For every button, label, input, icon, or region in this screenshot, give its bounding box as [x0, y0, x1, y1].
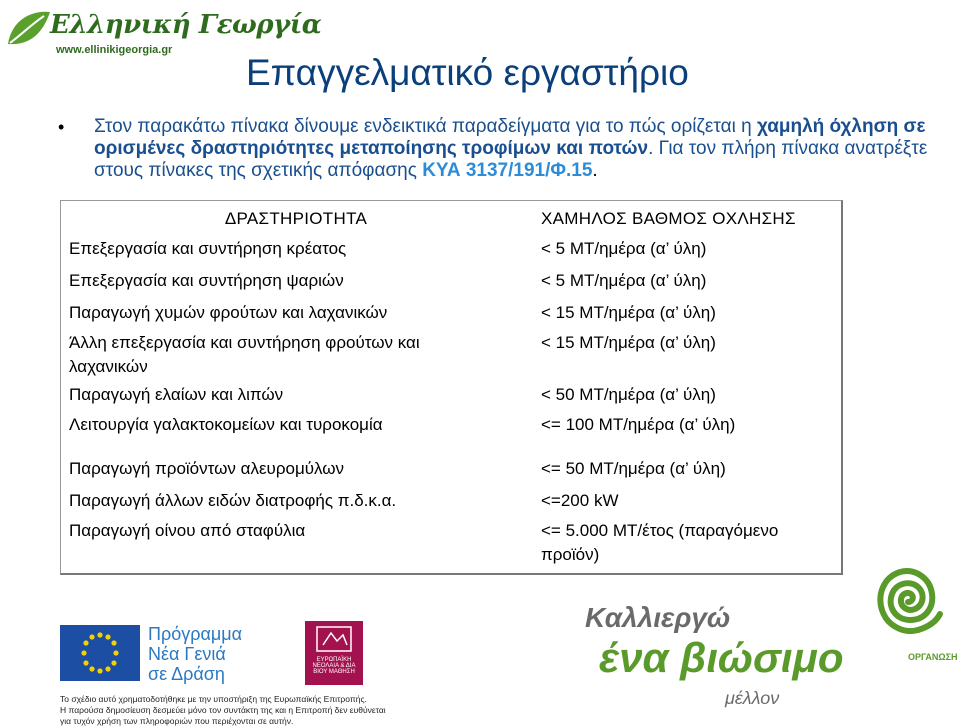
row-level: <= 5.000 ΜΤ/έτος (παραγόμενο προϊόν): [541, 521, 779, 564]
bullet: •: [58, 117, 65, 137]
row-activity: Άλλη επεξεργασία και συντήρηση φρούτων και λαχανικών: [69, 333, 420, 376]
intro-text-2: . Για τον πλήρη πίνακα ανατρέξτε στους πίνακες της σχετικής απόφασης: [94, 138, 928, 181]
intro-bold: χαμηλή όχληση σε ορισμένες δραστηριότητες μεταποίησης τροφίμων και ποτών: [94, 116, 926, 159]
disclaimer-line-3: για τυχόν χρήση των πληροφοριών που περιέχονται σε αυτήν.: [60, 716, 294, 726]
intro-end: .: [592, 160, 598, 181]
row-level: < 5 ΜΤ/ημέρα (α’ ύλη): [541, 271, 707, 290]
activities-table: [60, 200, 843, 575]
row-level: < 5 ΜΤ/ημέρα (α’ ύλη): [541, 239, 707, 258]
disclaimer-line-1: Το σχέδιο αυτό χρηματοδοτήθηκε με την υποστήριξη της Ευρωπαϊκής Επιτροπής.: [60, 694, 367, 704]
row-level: <=200 kW: [541, 491, 619, 510]
disclaimer-line-2: Η παρούσα δημοσίευση δεσμεύει μόνο τον συντάκτη της και η Επιτροπή δεν ευθύνεται: [60, 705, 386, 715]
row-level: < 15 ΜΤ/ημέρα (α’ ύλη): [541, 303, 716, 322]
spiral-icon: [868, 552, 948, 652]
kya-link[interactable]: ΚΥΑ 3137/191/Φ.15: [422, 160, 593, 181]
program-line-1: Πρόγραμμα: [148, 624, 243, 644]
kalliergo-bot: μέλλον: [725, 688, 780, 708]
row-activity: Επεξεργασία και συντήρηση κρέατος: [69, 239, 347, 258]
program-line-3: σε Δράση: [148, 664, 225, 684]
row-activity: Λειτουργία γαλακτοκομείων και τυροκομία: [69, 415, 383, 434]
intro-text-1: Στον παρακάτω πίνακα δίνουμε ενδεικτικά παραδείγματα για το πώς ορίζεται η: [94, 116, 757, 137]
row-activity: Επεξεργασία και συντήρηση ψαριών: [69, 271, 344, 290]
row-activity: Παραγωγή προϊόντων αλευρομύλων: [69, 459, 345, 478]
organosi-label: ΟΡΓΑΝΩΣΗ: [908, 652, 958, 662]
site-logo[interactable]: [4, 6, 322, 60]
logo-url: www.ellinikigeorgia.gr: [56, 44, 173, 56]
row-level: <= 100 ΜΤ/ημέρα (α’ ύλη): [541, 415, 736, 434]
row-activity: Παραγωγή ελαίων και λιπών: [69, 385, 284, 404]
eu-flag-icon: [60, 625, 140, 681]
header-activity: ΔΡΑΣΤΗΡΙΟΤΗΤΑ: [224, 209, 368, 228]
kalliergo-mid: ένα βιώσιμο: [599, 634, 844, 681]
row-activity: Παραγωγή οίνου από σταφύλια: [69, 521, 306, 540]
intro-paragraph: [58, 116, 928, 182]
youth-program-logo: [305, 621, 363, 685]
youth-emblem-icon: [305, 621, 363, 655]
kalliergo-top: Καλλιεργώ: [585, 602, 731, 633]
leaf-icon: [4, 8, 52, 52]
page-title: Επαγγελματικό εργαστήριο: [246, 52, 689, 93]
header-level: ΧΑΜΗΛΟΣ ΒΑΘΜΟΣ ΟΧΛΗΣΗΣ: [541, 209, 796, 228]
program-line-2: Νέα Γενιά: [148, 644, 226, 664]
row-activity: Παραγωγή άλλων ειδών διατροφής π.δ.κ.α.: [69, 491, 397, 510]
row-level: < 50 ΜΤ/ημέρα (α’ ύλη): [541, 385, 716, 404]
disclaimer: [60, 694, 480, 727]
program-logo: [148, 624, 298, 684]
row-level: < 15 ΜΤ/ημέρα (α’ ύλη): [541, 333, 716, 352]
youth-caption: ΕΥΡΩΠΑΪΚΗ ΝΕΟΛΑΙΑ & ΔΙΑ ΒΙΟΥ ΜΑΘΗΣΗ: [312, 657, 356, 675]
row-activity: Παραγωγή χυμών φρούτων και λαχανικών: [69, 303, 388, 322]
row-level: <= 50 ΜΤ/ημέρα (α’ ύλη): [541, 459, 726, 478]
logo-title: Ελληνική Γεωργία: [50, 10, 322, 40]
kalliergo-logo: [585, 602, 855, 712]
